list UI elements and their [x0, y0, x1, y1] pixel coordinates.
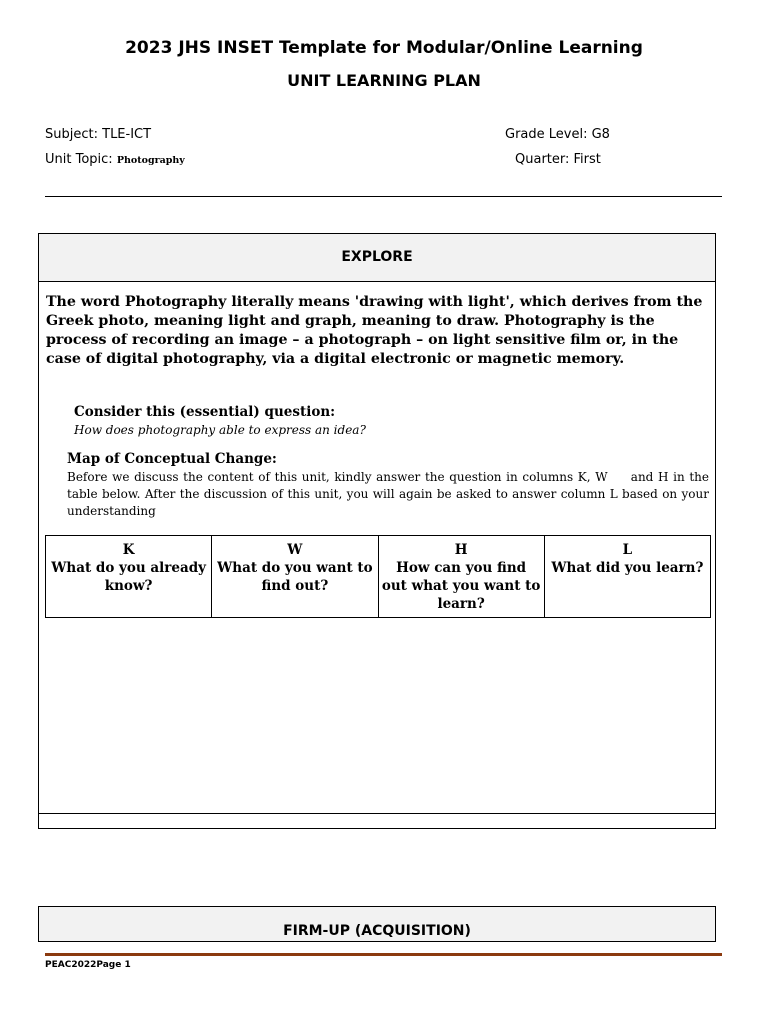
- unit-topic-field: [45, 152, 185, 167]
- explore-paragraph: The word Photography literally means 'drawing with light', which derives from the Greek photo, meaning light and graph, meaning to draw. Photography is the process of recording an image – a photograph – on light sensitive film or, in the case of digital photography, via a digital electronic or magnetic memory.: [46, 294, 703, 367]
- subject-value: TLE-ICT: [102, 127, 152, 142]
- column-question: How can you find out what you want to learn?: [381, 560, 541, 612]
- quarter-value: First: [573, 152, 601, 167]
- column-question: What did you learn?: [551, 560, 704, 576]
- column-question: What do you want to find out?: [217, 560, 373, 594]
- grade-level-field: [505, 127, 610, 142]
- subject-label: Subject:: [45, 127, 98, 142]
- kwhl-cell-k[interactable]: [46, 536, 212, 618]
- explore-section: [38, 233, 716, 829]
- column-letter: K: [122, 542, 135, 558]
- unit-topic-label: Unit Topic:: [45, 152, 113, 167]
- unit-topic-value: Photography: [116, 155, 185, 166]
- header-divider: [45, 196, 722, 197]
- section-divider: [39, 813, 715, 814]
- kwhl-cell-l[interactable]: [544, 536, 710, 618]
- column-letter: H: [454, 542, 468, 558]
- document-title: 2023 JHS INSET Template for Modular/Online Learning: [125, 38, 643, 58]
- kwhl-cell-w[interactable]: [212, 536, 378, 618]
- map-of-conceptual-change-text: Before we discuss the content of this unit, kindly answer the question in columns K, W and H in the table below. After the discussion of this unit, you will again be asked to answer column L based on your understanding: [67, 470, 713, 518]
- column-letter: W: [287, 542, 303, 558]
- table-row: [46, 536, 711, 618]
- essential-question-text: How does photography able to express an idea?: [74, 423, 366, 437]
- grade-level-label: Grade Level:: [505, 127, 588, 142]
- column-letter: L: [622, 542, 633, 558]
- grade-level-value: G8: [591, 127, 610, 142]
- kwhl-cell-h[interactable]: [378, 536, 544, 618]
- kwhl-table: [45, 535, 711, 618]
- explore-heading: EXPLORE: [39, 234, 715, 282]
- firm-up-heading: FIRM-UP (ACQUISITION): [38, 906, 716, 942]
- quarter-label: Quarter:: [515, 152, 570, 167]
- footer-divider: [45, 953, 722, 956]
- essential-question-title: Consider this (essential) question:: [74, 404, 336, 420]
- footer-page-label: PEAC2022Page 1: [45, 960, 131, 970]
- document-subtitle: UNIT LEARNING PLAN: [287, 71, 481, 90]
- map-of-conceptual-change-title: Map of Conceptual Change:: [67, 451, 277, 467]
- column-question: What do you already know?: [51, 560, 207, 594]
- quarter-field: [515, 152, 601, 167]
- subject-field: [45, 127, 151, 142]
